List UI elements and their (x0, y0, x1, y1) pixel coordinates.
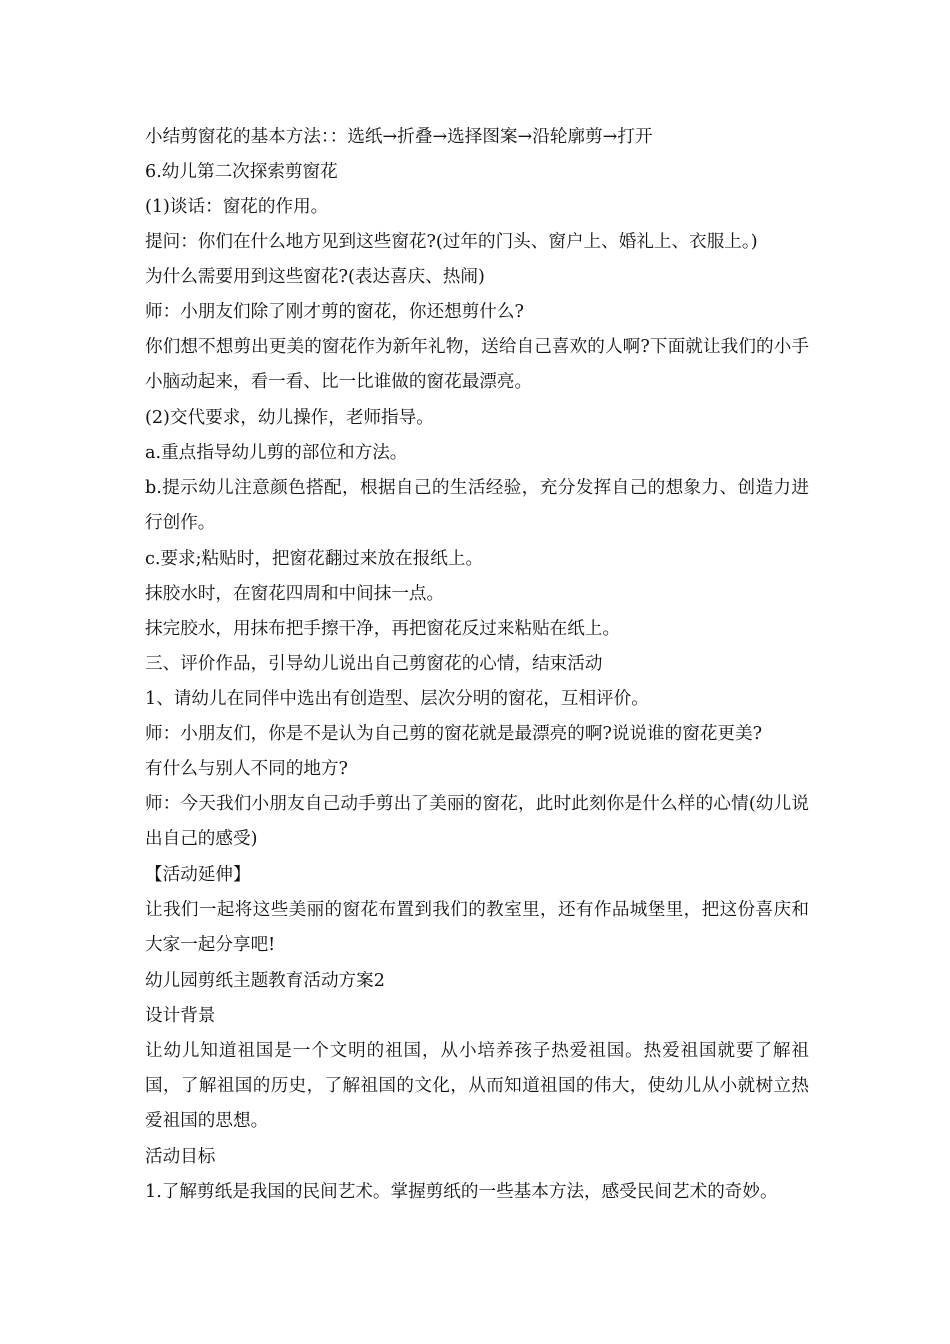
paragraph-section-3: 三、评价作品，引导幼儿说出自己剪窗花的心情，结束活动 (145, 654, 603, 674)
paragraph-question: 提问：你们在什么地方见到这些窗花?(过年的门头、窗户上、婚礼上、衣服上。) (145, 232, 758, 252)
paragraph-extension: 让我们一起将这些美丽的窗花布置到我们的教室里，还有作品城堡里，把这份喜庆和大家一起分享吧! (145, 900, 809, 955)
paragraph-extension-heading: 【活动延伸】 (145, 865, 251, 885)
paragraph-guide-c: c.要求;粘贴时，把窗花翻过来放在报纸上。 (145, 549, 484, 569)
paragraph-guide-a: a.重点指导幼儿剪的部位和方法。 (145, 443, 408, 463)
paragraph-requirements: (2)交代要求，幼儿操作，老师指导。 (145, 408, 434, 428)
paragraph-talk: (1)谈话：窗花的作用。 (145, 197, 329, 217)
paragraph-summary-method: 小结剪窗花的基本方法：：选纸→折叠→选择图案→沿轮廓剪→打开 (145, 127, 653, 147)
paragraph-goals-heading: 活动目标 (145, 1147, 216, 1167)
paragraph-teacher-ask: 师：小朋友们除了刚才剪的窗花，你还想剪什么? (145, 302, 524, 322)
paragraph-why: 为什么需要用到这些窗花?(表达喜庆、热闹) (145, 267, 485, 287)
paragraph-step-6: 6.幼儿第二次探索剪窗花 (145, 162, 338, 182)
paragraph-design-background: 设计背景 (145, 1006, 216, 1026)
paragraph-new-year-gift: 你们想不想剪出更美的窗花作为新年礼物，送给自己喜欢的人啊?下面就让我们的小手小脑动起来，看一看、比一比谁做的窗花最漂亮。 (145, 337, 809, 392)
paragraph-plan-2-title: 幼儿园剪纸主题教育活动方案2 (145, 971, 385, 991)
paragraph-different: 有什么与别人不同的地方? (145, 759, 348, 779)
paragraph-clean: 抹完胶水，用抹布把手擦干净，再把窗花反过来粘贴在纸上。 (145, 619, 621, 639)
paragraph-teacher-prettiest: 师：小朋友们，你是不是认为自己剪的窗花就是最漂亮的啊?说说谁的窗花更美? (145, 724, 763, 744)
paragraph-goal-1: 1.了解剪纸是我国的民间艺术。掌握剪纸的一些基本方法，感受民间艺术的奇妙。 (145, 1182, 778, 1202)
paragraph-guide-b: b.提示幼儿注意颜色搭配，根据自己的生活经验，充分发挥自己的想象力、创造力进行创作。 (145, 478, 809, 533)
paragraph-background-body: 让幼儿知道祖国是一个文明的祖国，从小培养孩子热爱祖国。热爱祖国就要了解祖国，了解祖国的历史，了解祖国的文化，从而知道祖国的伟大，使幼儿从小就树立热爱祖国的思想。 (145, 1041, 809, 1131)
document-body (145, 123, 809, 1213)
paragraph-evaluate: 1、请幼儿在同伴中选出有创造型、层次分明的窗花，互相评价。 (145, 689, 649, 709)
paragraph-feelings: 师：今天我们小朋友自己动手剪出了美丽的窗花，此时此刻你是什么样的心情(幼儿说出自己的感受) (145, 794, 809, 849)
paragraph-glue: 抹胶水时，在窗花四周和中间抹一点。 (145, 584, 445, 604)
